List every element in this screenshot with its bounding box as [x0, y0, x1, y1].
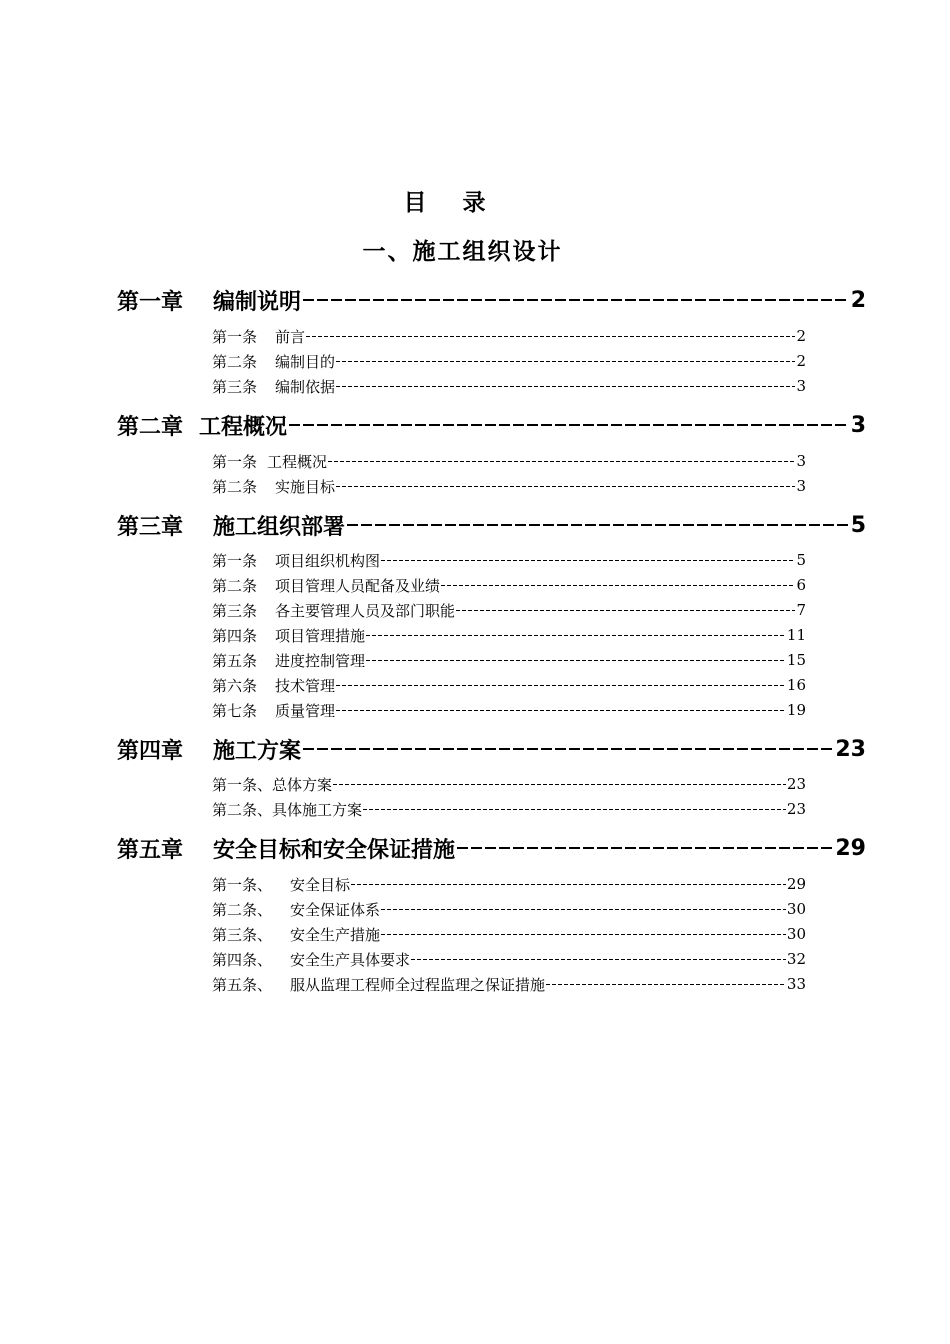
article-page-number: 16	[786, 676, 806, 694]
article-page-number: 19	[786, 701, 806, 719]
article-entry[interactable]	[212, 773, 806, 795]
article-title: 安全生产具体要求	[290, 950, 411, 969]
dash-leader	[303, 748, 833, 750]
dash-leader	[289, 424, 849, 426]
article-number: 第一条	[212, 551, 258, 570]
article-number: 第六条	[212, 676, 258, 695]
article-title: 项目管理措施	[275, 626, 366, 645]
article-number: 第三条	[212, 377, 258, 396]
article-title: 服从监理工程师全过程监理之保证措施	[290, 975, 546, 994]
article-title: 具体施工方案	[272, 800, 363, 819]
dash-leader	[366, 635, 786, 636]
dash-leader	[306, 336, 795, 337]
dash-leader	[336, 685, 786, 686]
article-number: 第二条、	[212, 900, 273, 919]
toc-title: 目录	[403, 190, 522, 216]
article-page-number: 29	[786, 875, 806, 893]
article-page-number: 3	[796, 377, 806, 395]
article-number: 第五条、	[212, 975, 273, 994]
article-page-number: 23	[786, 800, 806, 818]
article-entry[interactable]	[212, 923, 806, 945]
article-entry[interactable]	[212, 475, 806, 497]
chapter-page-number: 29	[835, 835, 866, 861]
dash-leader	[411, 959, 786, 960]
article-entry[interactable]	[212, 450, 806, 472]
article-title: 工程概况	[267, 452, 328, 471]
chapter-title: 施工方案	[213, 738, 302, 764]
chapter-title: 安全目标和安全保证措施	[213, 837, 456, 863]
chapter-number: 第二章	[117, 414, 184, 440]
article-page-number: 2	[796, 352, 806, 370]
chapter-page-number: 2	[850, 287, 866, 313]
article-number: 第四条、	[212, 950, 273, 969]
article-page-number: 3	[796, 477, 806, 495]
article-number: 第二条	[212, 477, 258, 496]
article-number: 第一条、	[212, 775, 273, 794]
article-title: 编制目的	[275, 352, 336, 371]
chapter-title: 施工组织部署	[213, 514, 346, 540]
article-number: 第四条	[212, 626, 258, 645]
dash-leader	[351, 884, 786, 885]
chapter-number: 第一章	[117, 289, 184, 315]
article-page-number: 11	[786, 626, 806, 644]
chapter-entry[interactable]	[117, 410, 866, 440]
article-entry[interactable]	[212, 948, 806, 970]
article-page-number: 6	[796, 576, 806, 594]
article-title: 项目组织机构图	[275, 551, 381, 570]
dash-leader	[336, 361, 795, 362]
article-entry[interactable]	[212, 649, 806, 671]
article-entry[interactable]	[212, 599, 806, 621]
chapter-entry[interactable]	[117, 734, 866, 764]
article-number: 第二条	[212, 576, 258, 595]
article-entry[interactable]	[212, 798, 806, 820]
chapter-entry[interactable]	[117, 285, 866, 315]
article-entry[interactable]	[212, 898, 806, 920]
article-title: 各主要管理人员及部门职能	[275, 601, 456, 620]
dash-leader	[328, 461, 795, 462]
article-number: 第一条	[212, 452, 258, 471]
article-title: 安全保证体系	[290, 900, 381, 919]
article-entry[interactable]	[212, 624, 806, 646]
article-entry[interactable]	[212, 574, 806, 596]
chapter-title: 编制说明	[213, 289, 302, 315]
article-entry[interactable]	[212, 375, 806, 397]
article-entry[interactable]	[212, 549, 806, 571]
chapter-number: 第四章	[117, 738, 184, 764]
article-title: 编制依据	[275, 377, 336, 396]
dash-leader	[366, 660, 786, 661]
dash-leader	[381, 560, 795, 561]
article-entry[interactable]	[212, 973, 806, 995]
article-title: 前言	[275, 327, 306, 346]
dash-leader	[381, 909, 786, 910]
article-entry[interactable]	[212, 873, 806, 895]
dash-leader	[381, 934, 786, 935]
article-number: 第一条	[212, 327, 258, 346]
article-page-number: 2	[796, 327, 806, 345]
article-number: 第七条	[212, 701, 258, 720]
article-number: 第三条	[212, 601, 258, 620]
article-entry[interactable]	[212, 674, 806, 696]
article-title: 实施目标	[275, 477, 336, 496]
article-page-number: 5	[796, 551, 806, 569]
article-page-number: 3	[796, 452, 806, 470]
chapter-page-number: 5	[850, 512, 866, 538]
article-number: 第二条、	[212, 800, 273, 819]
dash-leader	[363, 809, 786, 810]
dash-leader	[347, 524, 849, 526]
article-number: 第一条、	[212, 875, 273, 894]
article-entry[interactable]	[212, 325, 806, 347]
chapter-page-number: 3	[850, 412, 866, 438]
article-number: 第三条、	[212, 925, 273, 944]
article-page-number: 15	[786, 651, 806, 669]
dash-leader	[336, 486, 795, 487]
article-title: 技术管理	[275, 676, 336, 695]
article-number: 第五条	[212, 651, 258, 670]
chapter-number: 第三章	[117, 514, 184, 540]
article-page-number: 33	[786, 975, 806, 993]
article-entry[interactable]	[212, 350, 806, 372]
article-page-number: 23	[786, 775, 806, 793]
article-title: 进度控制管理	[275, 651, 366, 670]
chapter-title: 工程概况	[199, 414, 288, 440]
dash-leader	[333, 784, 786, 785]
article-title: 安全生产措施	[290, 925, 381, 944]
article-number: 第二条	[212, 352, 258, 371]
article-title: 质量管理	[275, 701, 336, 720]
chapter-entry[interactable]	[117, 833, 866, 863]
article-page-number: 32	[786, 950, 806, 968]
dash-leader	[546, 984, 786, 985]
dash-leader	[336, 386, 795, 387]
article-title: 安全目标	[290, 875, 351, 894]
chapter-page-number: 23	[835, 736, 866, 762]
dash-leader	[303, 299, 849, 301]
chapter-number: 第五章	[117, 837, 184, 863]
article-page-number: 30	[786, 925, 806, 943]
article-entry[interactable]	[212, 699, 806, 721]
article-page-number: 7	[796, 601, 806, 619]
article-title: 项目管理人员配备及业绩	[275, 576, 441, 595]
article-page-number: 30	[786, 900, 806, 918]
article-title: 总体方案	[272, 775, 333, 794]
dash-leader	[336, 710, 786, 711]
dash-leader	[457, 847, 833, 849]
part-title: 一、施工组织设计	[362, 239, 563, 265]
dash-leader	[441, 585, 795, 586]
dash-leader	[456, 610, 795, 611]
chapter-entry[interactable]	[117, 510, 866, 540]
